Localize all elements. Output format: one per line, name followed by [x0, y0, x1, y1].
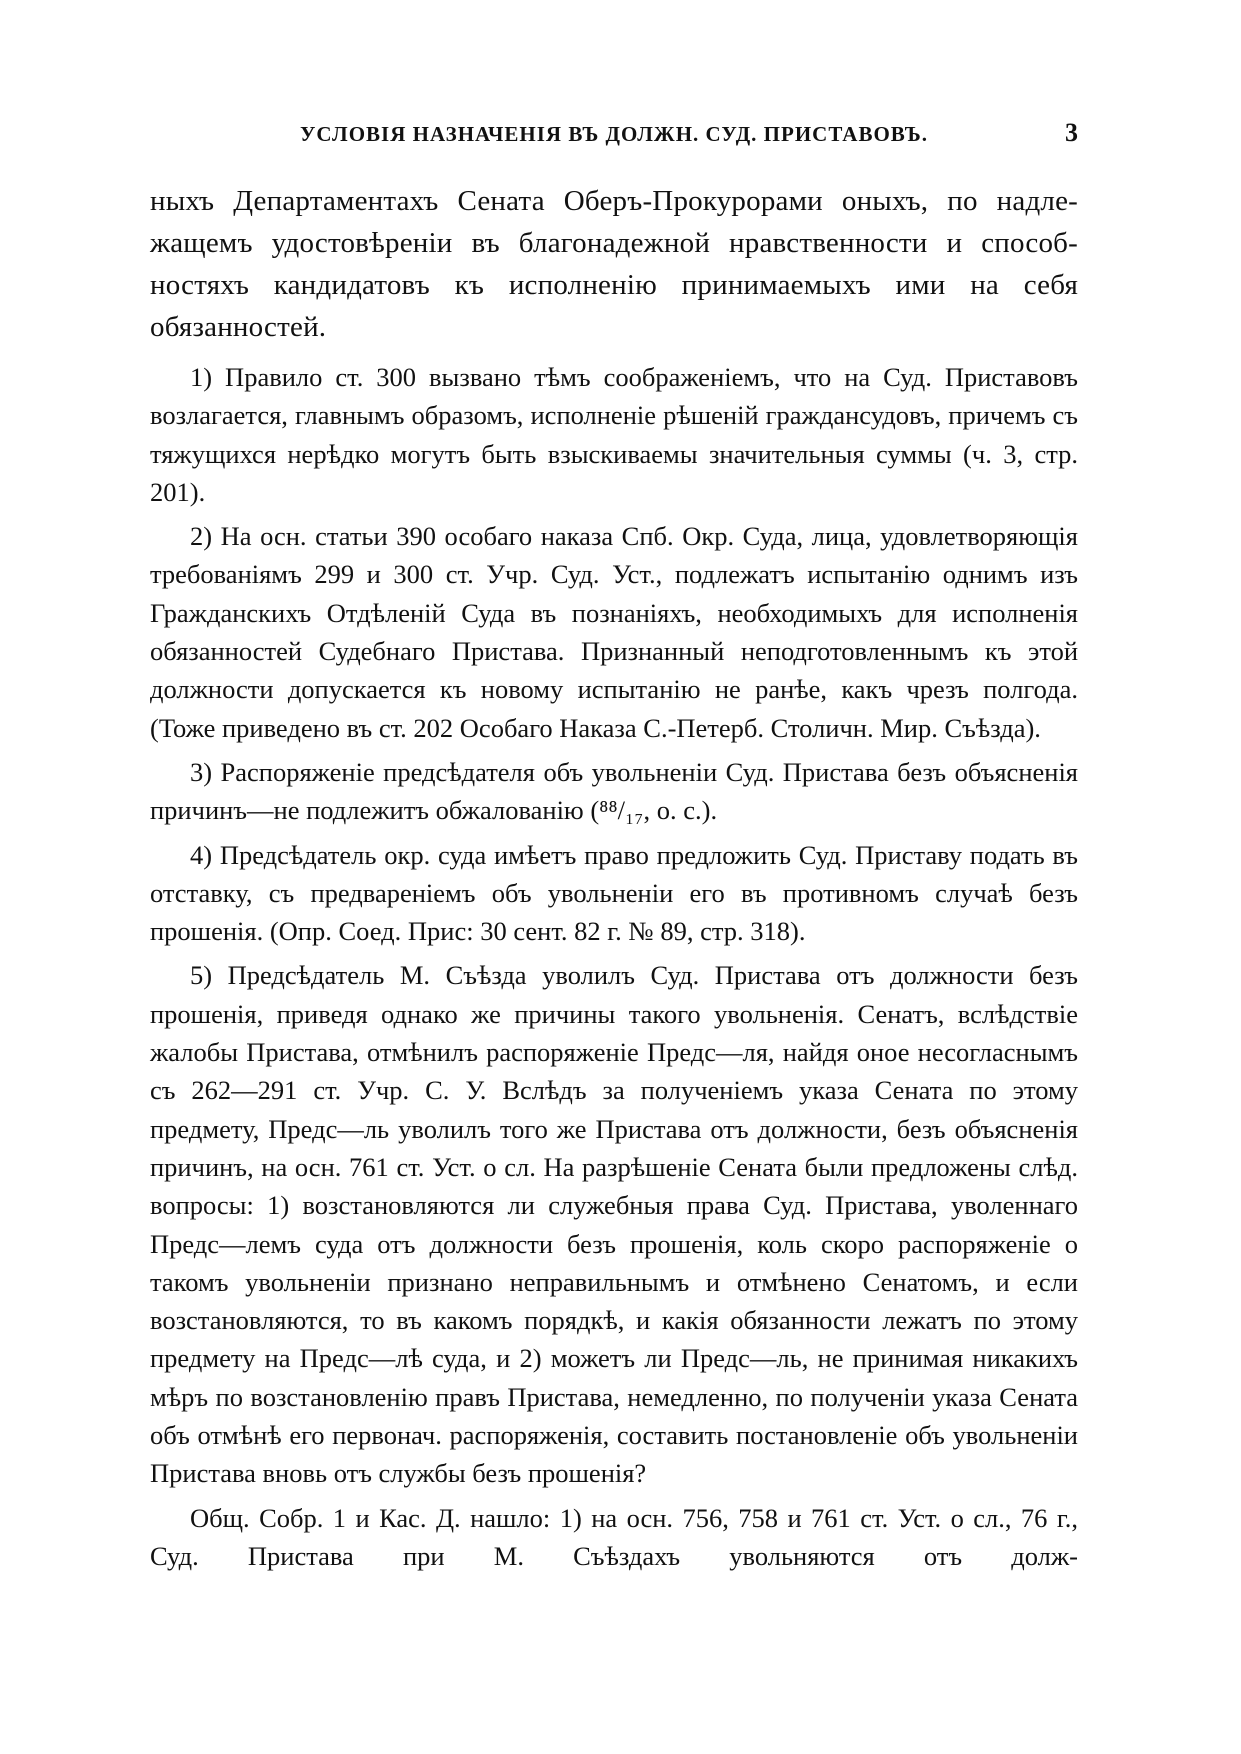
- footnote-3: 3) Распоряженіе предсѣдателя объ увольненіи Суд. Пристава безъ объясненія причинъ—не подлежитъ обжалованію (⁸⁸/₁₇, о. с.).: [150, 756, 1078, 826]
- book-page: [150, 118, 1078, 1575]
- page-header: [150, 118, 1078, 158]
- main-text-line: ностяхъ кандидатовъ къ исполненію принимаемыхъ ими на себя: [150, 269, 1078, 301]
- footnote-5: 5) Предсѣдатель М. Съѣзда уволилъ Суд. Пристава отъ должности безъ прошенія, приведя однако же причины такого увольненія. Сенатъ, вслѣдствіе жалобы Пристава, отмѣнилъ распоряженіе Предс—ля, найдя оное несогласнымъ съ 262—291 ст. Учр. С. У. Вслѣдъ за полученіемъ указа Сената по этому предмету, Предс—ль уволилъ того же Пристава отъ должности, безъ объясненія причинъ, на осн. 761 ст. Уст. о сл. На разрѣшеніе Сената были предложены слѣд. вопросы: 1) возстановляются ли служебныя права Суд. Пристава, уволеннаго Предс—лемъ суда отъ должности безъ прошенія, коль скоро распоряженіе о такомъ увольненіи признано неправильнымъ и отмѣнено Сенатомъ, и если возстановляются, то въ какомъ порядкѣ, и какія обязанности лежатъ по этому предмету на Предс—лѣ суда, и 2) можетъ ли Предс—ль, не принимая никакихъ мѣръ по возстановленію правъ Пристава, немедленно, по полученіи указа Сената объ отмѣнѣ его первонач. распоряженія, составить постановленіе объ увольненіи Пристава вновь отъ службы безъ прошенія?: [150, 960, 1078, 1489]
- footnote-4: 4) Предсѣдатель окр. суда имѣетъ право предложить Суд. Приставу подать въ отставку, съ предвареніемъ объ увольненіи его въ противномъ случаѣ безъ прошенія. (Опр. Соед. Прис: 30 сент. 82 г. № 89, стр. 318).: [150, 839, 1078, 947]
- running-title: УСЛОВІЯ НАЗНАЧЕНІЯ ВЪ ДОЛЖН. СУД. ПРИСТАВОВЪ.: [300, 122, 928, 146]
- main-text-line: жащемъ удостовѣреніи въ благонадежной нравственности и способ-: [150, 227, 1078, 259]
- main-text-line: обязанностей.: [150, 311, 327, 343]
- footnote-2: 2) На осн. статьи 390 особаго наказа Спб. Окр. Суда, лица, удовлетворяющія требованіямъ 299 и 300 ст. Учр. Суд. Уст., подлежатъ испытанію однимъ изъ Гражданскихъ Отдѣленій Суда въ познаніяхъ, необходимыхъ для исполненія обязанностей Судебнаго Пристава. Признанный неподготовленнымъ къ этой должности допускается къ новому испытанію не ранѣе, какъ чрезъ полгода. (Тоже приведено въ ст. 202 Особаго Наказа С.-Петерб. Столичн. Мир. Съѣзда).: [150, 521, 1078, 743]
- main-text-line: ныхъ Департаментахъ Сената Оберъ-Прокурорами оныхъ, по надле-: [150, 185, 1078, 217]
- footnote-1: 1) Правило ст. 300 вызвано тѣмъ соображеніемъ, что на Суд. Приставовъ возлагается, главнымъ образомъ, исполненіе рѣшеній граждансудовъ, причемъ съ тяжущихся нерѣдко могутъ быть взыскиваемы значительныя суммы (ч. 3, стр. 201).: [150, 362, 1078, 507]
- page-number: 3: [1065, 118, 1078, 147]
- footnote-6-continued: Общ. Собр. 1 и Кас. Д. нашло: 1) на осн. 756, 758 и 761 ст. Уст. о сл., 76 г., Суд. Пристава при М. Съѣздахъ увольняются отъ долж-: [150, 1502, 1078, 1571]
